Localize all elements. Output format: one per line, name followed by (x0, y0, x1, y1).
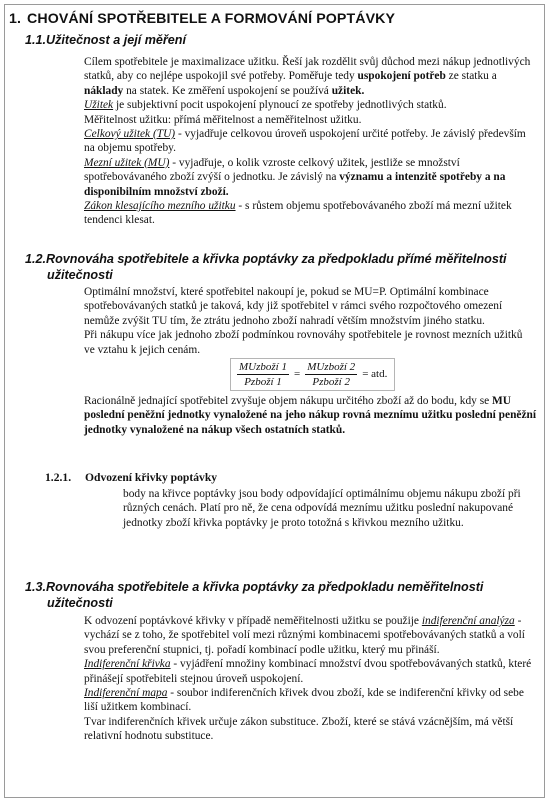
text-run: - vyjadřuje celkovou úroveň uspokojení určité potřeby. Je závislý především na objemu spotřeby. (84, 128, 526, 155)
chapter-title: CHOVÁNÍ SPOTŘEBITELE A FORMOVÁNÍ POPTÁVKY (27, 11, 396, 27)
text-run: - vychází se z toho, že spotřebitel volí mezi různými kombinacemi spotřebovávaných statků a volí svou preferenční stupnici, tj. pořadí kombinací podle užitku, který mu přináší. (84, 615, 525, 656)
fraction-2 (305, 360, 357, 389)
text-run: Racionálně jednající spotřebitel zvyšuje objem nákupu určitého zboží až do bodu, kdy se (84, 395, 493, 408)
term: Indiferenční mapa (84, 687, 168, 700)
paragraph (84, 686, 536, 715)
subsection-title: Odvození křivky poptávky (85, 471, 218, 484)
chapter-heading (9, 11, 395, 27)
paragraph (84, 715, 536, 744)
section-heading-1-2 (25, 251, 525, 283)
document-page (4, 4, 545, 798)
section-number: 1.3. (25, 580, 47, 594)
paragraph (123, 487, 543, 530)
section-number: 1.1. (25, 33, 47, 47)
section-heading-1-3 (25, 579, 525, 611)
bold-text: užitek. (331, 84, 365, 97)
text-run: body na křivce poptávky jsou body odpovídající optimálnímu objemu nákupu zboží při různých cenách. Platí pro ně, že cena odpovídá meznímu užitku poslední nakupované jednotky zboží křivka poptávky je proto totožná s křivkou mezního užitku. (123, 488, 521, 529)
bold-text: MU poslední peněžní jednotky vynaložené na jeho nákup rovná meznímu užitku poslední peněžní jednotky vynaložené na nákup všech ostatních statků. (84, 395, 537, 436)
text-run: - vyjádření množiny kombinací množství dvou spotřebovávaných statků, které přinášejí spotřebiteli stejnou úroveň uspokojení. (84, 658, 532, 685)
section-title: Rovnováha spotřebitele a křivka poptávky za předpokladu přímé měřitelnosti (46, 252, 507, 266)
paragraph (84, 199, 536, 228)
term: indiferenční analýza (421, 615, 515, 627)
bold-text: významu a intenzitě spotřeby a na disponibilním množství zboží. (84, 171, 506, 198)
numerator-1: MUzboží 1 (239, 361, 287, 374)
text-run: je subjektivní pocit uspokojení plynoucí ze spotřeby jednotlivých statků. (113, 99, 447, 112)
section-number: 1.2. (25, 252, 47, 266)
bold-text: uspokojení potřeb (357, 70, 446, 83)
paragraph (84, 55, 536, 98)
paragraph (84, 394, 536, 437)
section-body-1-1 (84, 55, 536, 228)
term: Mezní užitek (MU) (84, 156, 170, 169)
text-run: Při nákupu více jak jednoho zboží podmínkou rovnováhy spotřebitele je rovnost mezních užitků ve vztahu k jejich cenám. (84, 329, 523, 356)
text-run: Cílem spotřebitele je maximalizace užitku. Řeší jak rozdělit svůj důchod mezi nákup jednotlivých statků, aby co nejlépe uspokojil své potřeby. Poměřuje tedy (84, 56, 531, 83)
text-run: - soubor indiferenčních křivek dvou zboží, kde se indiferenční křivky od sebe liší užitkem kombinací. (84, 687, 524, 714)
equals-sign: = (293, 368, 301, 381)
section-body-1-2 (84, 285, 536, 437)
paragraph (84, 127, 536, 156)
equilibrium-formula (230, 358, 395, 391)
text-run: Tvar indiferenčních křivek určuje zákon substituce. Zboží, které se stává vzácnějším, má větší relativní hodnotu substituce. (84, 715, 514, 743)
paragraph (84, 328, 536, 357)
text-run: - s růstem objemu spotřebovávaného zboží má mezní užitek tendenci klesat. (84, 200, 512, 227)
subsection-body-1-2-1 (123, 487, 543, 530)
section-title-continuation: užitečnosti (47, 596, 113, 610)
paragraph (84, 156, 536, 199)
text-run: - vyjadřuje, o kolik vzroste celkový užitek, jestliže se množství spotřebovávaného zboží zvýší o jednotku. Je závislý na (84, 156, 460, 184)
section-heading-1-1 (25, 32, 186, 48)
subsection-number: 1.2.1. (45, 471, 72, 484)
fraction-1 (237, 360, 289, 389)
section-title-continuation: užitečnosti (47, 268, 113, 282)
subsection-heading-1-2-1 (45, 471, 217, 484)
chapter-number: 1. (9, 11, 22, 27)
formula-tail: = atd. (362, 368, 388, 381)
paragraph (84, 657, 536, 686)
term: Celkový užitek (TU) (84, 128, 176, 141)
paragraph (84, 113, 536, 127)
term: Užitek (84, 99, 114, 112)
term: Zákon klesajícího mezního užitku (84, 200, 236, 213)
paragraph (84, 614, 536, 657)
text-run: na statek. Ke změření uspokojení se používá (123, 84, 332, 97)
term: Indiferenční křivka (84, 658, 171, 671)
text-run: Měřitelnost užitku: přímá měřitelnost a neměřitelnost užitku. (84, 113, 362, 126)
paragraph (84, 285, 536, 328)
section-body-1-3 (84, 614, 536, 744)
denominator-2: Pzboží 2 (312, 376, 350, 389)
numerator-2: MUzboží 2 (307, 361, 356, 374)
bold-text: náklady (84, 84, 124, 97)
text-run: ze statku a (445, 70, 497, 83)
section-title: Užitečnost a její měření (46, 33, 186, 47)
text-run: K odvození poptávkové křivky v případě neměřitelnosti užitku se použije (84, 615, 422, 627)
section-title: Rovnováha spotřebitele a křivka poptávky za předpokladu neměřitelnosti (46, 580, 484, 594)
denominator-1: Pzboží 1 (244, 376, 282, 389)
paragraph (84, 98, 536, 112)
text-run: Optimální množství, které spotřebitel nakoupí je, pokud se MU=P. Optimální kombinace spotřebovávaných statků je taková, kdy již spotřebitel v rámci svého rozpočtového omezení nemůže zvýšit TU tím, že ztrátu jednoho zboží nahradí větším množstvím jiného statku. (84, 286, 503, 327)
